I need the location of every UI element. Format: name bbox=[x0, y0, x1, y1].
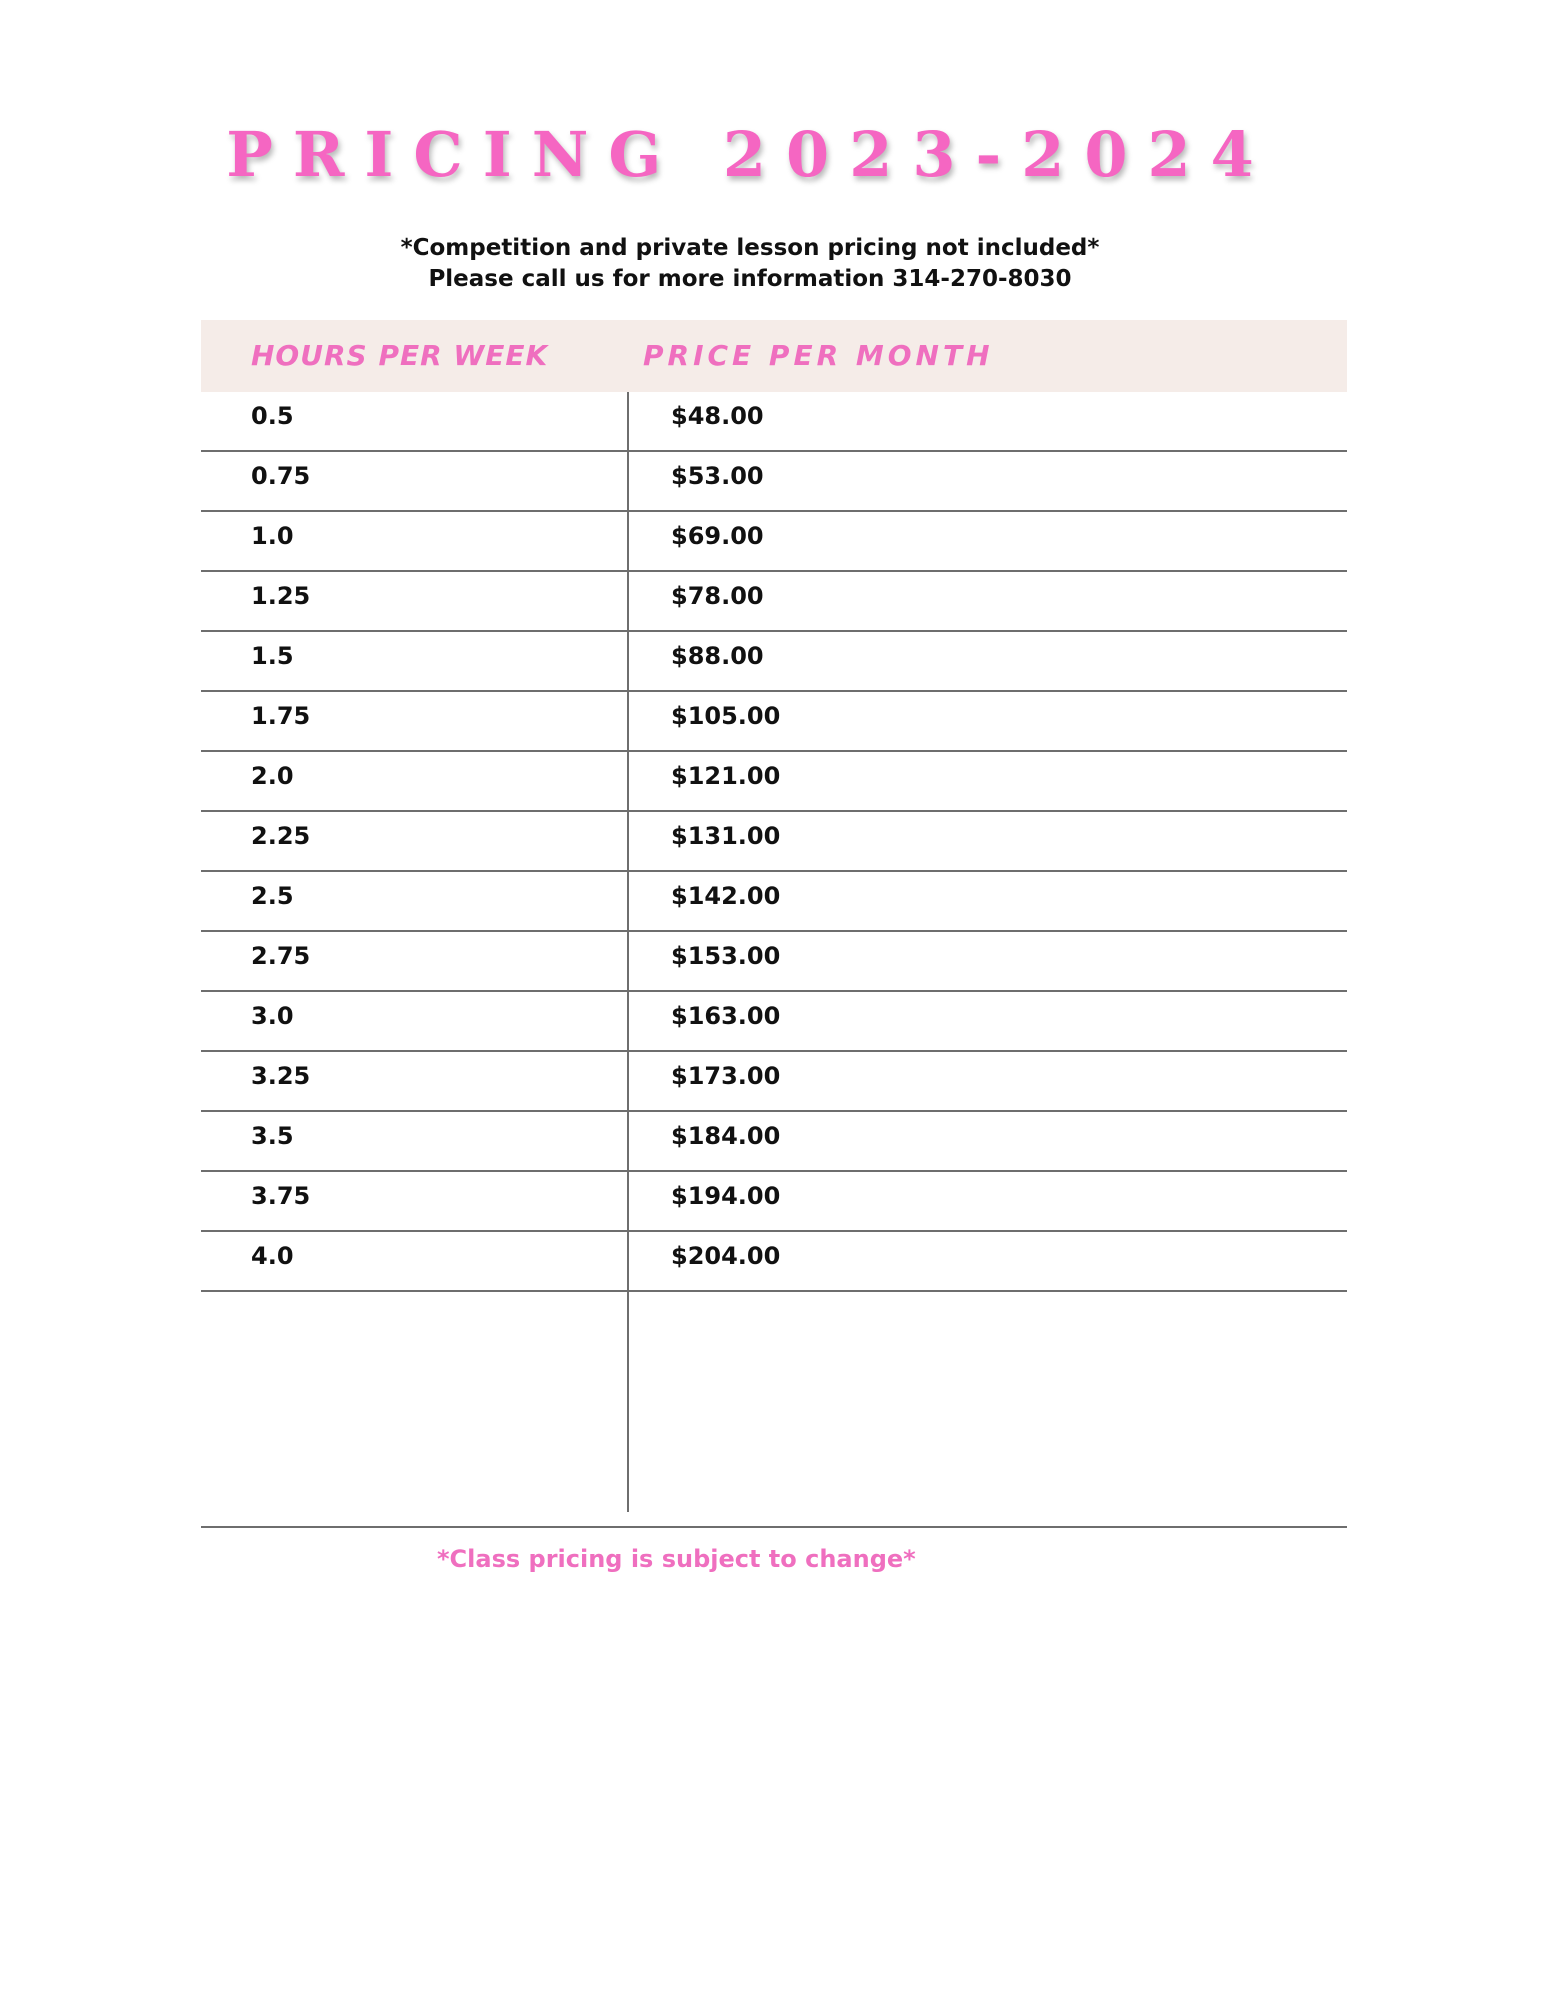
table-row bbox=[201, 452, 1347, 512]
hours-cell: 2.5 bbox=[251, 882, 294, 910]
price-cell: $105.00 bbox=[671, 702, 781, 730]
hours-cell: 2.75 bbox=[251, 942, 311, 970]
table-row bbox=[201, 392, 1347, 452]
price-cell: $78.00 bbox=[671, 582, 764, 610]
table-row bbox=[201, 512, 1347, 572]
hours-cell: 0.75 bbox=[251, 462, 311, 490]
table-row bbox=[201, 1112, 1347, 1172]
price-cell: $194.00 bbox=[671, 1182, 781, 1210]
price-cell: $142.00 bbox=[671, 882, 781, 910]
hours-cell: 3.75 bbox=[251, 1182, 311, 1210]
price-cell: $204.00 bbox=[671, 1242, 781, 1270]
table-empty-area bbox=[201, 1292, 1347, 1528]
price-cell: $121.00 bbox=[671, 762, 781, 790]
table-row bbox=[201, 932, 1347, 992]
price-cell: $88.00 bbox=[671, 642, 764, 670]
hours-cell: 3.0 bbox=[251, 1002, 294, 1030]
price-cell: $69.00 bbox=[671, 522, 764, 550]
hours-cell: 3.25 bbox=[251, 1062, 311, 1090]
header-hours-per-week: HOURS PER WEEK bbox=[251, 339, 549, 372]
hours-cell: 0.5 bbox=[251, 402, 294, 430]
price-cell: $173.00 bbox=[671, 1062, 781, 1090]
table-row bbox=[201, 632, 1347, 692]
header-price-per-month: PRICE PER MONTH bbox=[643, 339, 994, 372]
exclusion-note: *Competition and private lesson pricing not included* bbox=[400, 235, 1100, 261]
hours-cell: 4.0 bbox=[251, 1242, 294, 1270]
price-cell: $163.00 bbox=[671, 1002, 781, 1030]
pricing-footnote: *Class pricing is subject to change* bbox=[437, 1545, 916, 1573]
price-cell: $184.00 bbox=[671, 1122, 781, 1150]
price-cell: $53.00 bbox=[671, 462, 764, 490]
hours-cell: 1.25 bbox=[251, 582, 311, 610]
table-row bbox=[201, 1052, 1347, 1112]
hours-cell: 1.75 bbox=[251, 702, 311, 730]
contact-note: Please call us for more information 314-270-8030 bbox=[428, 266, 1072, 292]
table-row bbox=[201, 992, 1347, 1052]
table-row bbox=[201, 872, 1347, 932]
table-row bbox=[201, 752, 1347, 812]
page-title: PRICING 2023-2024 bbox=[226, 118, 1274, 191]
table-row bbox=[201, 572, 1347, 632]
price-cell: $131.00 bbox=[671, 822, 781, 850]
table-row bbox=[201, 692, 1347, 752]
table-row bbox=[201, 1172, 1347, 1232]
price-cell: $153.00 bbox=[671, 942, 781, 970]
pricing-table bbox=[201, 320, 1347, 1528]
table-row bbox=[201, 812, 1347, 872]
hours-cell: 1.5 bbox=[251, 642, 294, 670]
table-row bbox=[201, 1232, 1347, 1292]
hours-cell: 3.5 bbox=[251, 1122, 294, 1150]
hours-cell: 1.0 bbox=[251, 522, 294, 550]
price-cell: $48.00 bbox=[671, 402, 764, 430]
hours-cell: 2.25 bbox=[251, 822, 311, 850]
table-header bbox=[201, 320, 1347, 392]
hours-cell: 2.0 bbox=[251, 762, 294, 790]
